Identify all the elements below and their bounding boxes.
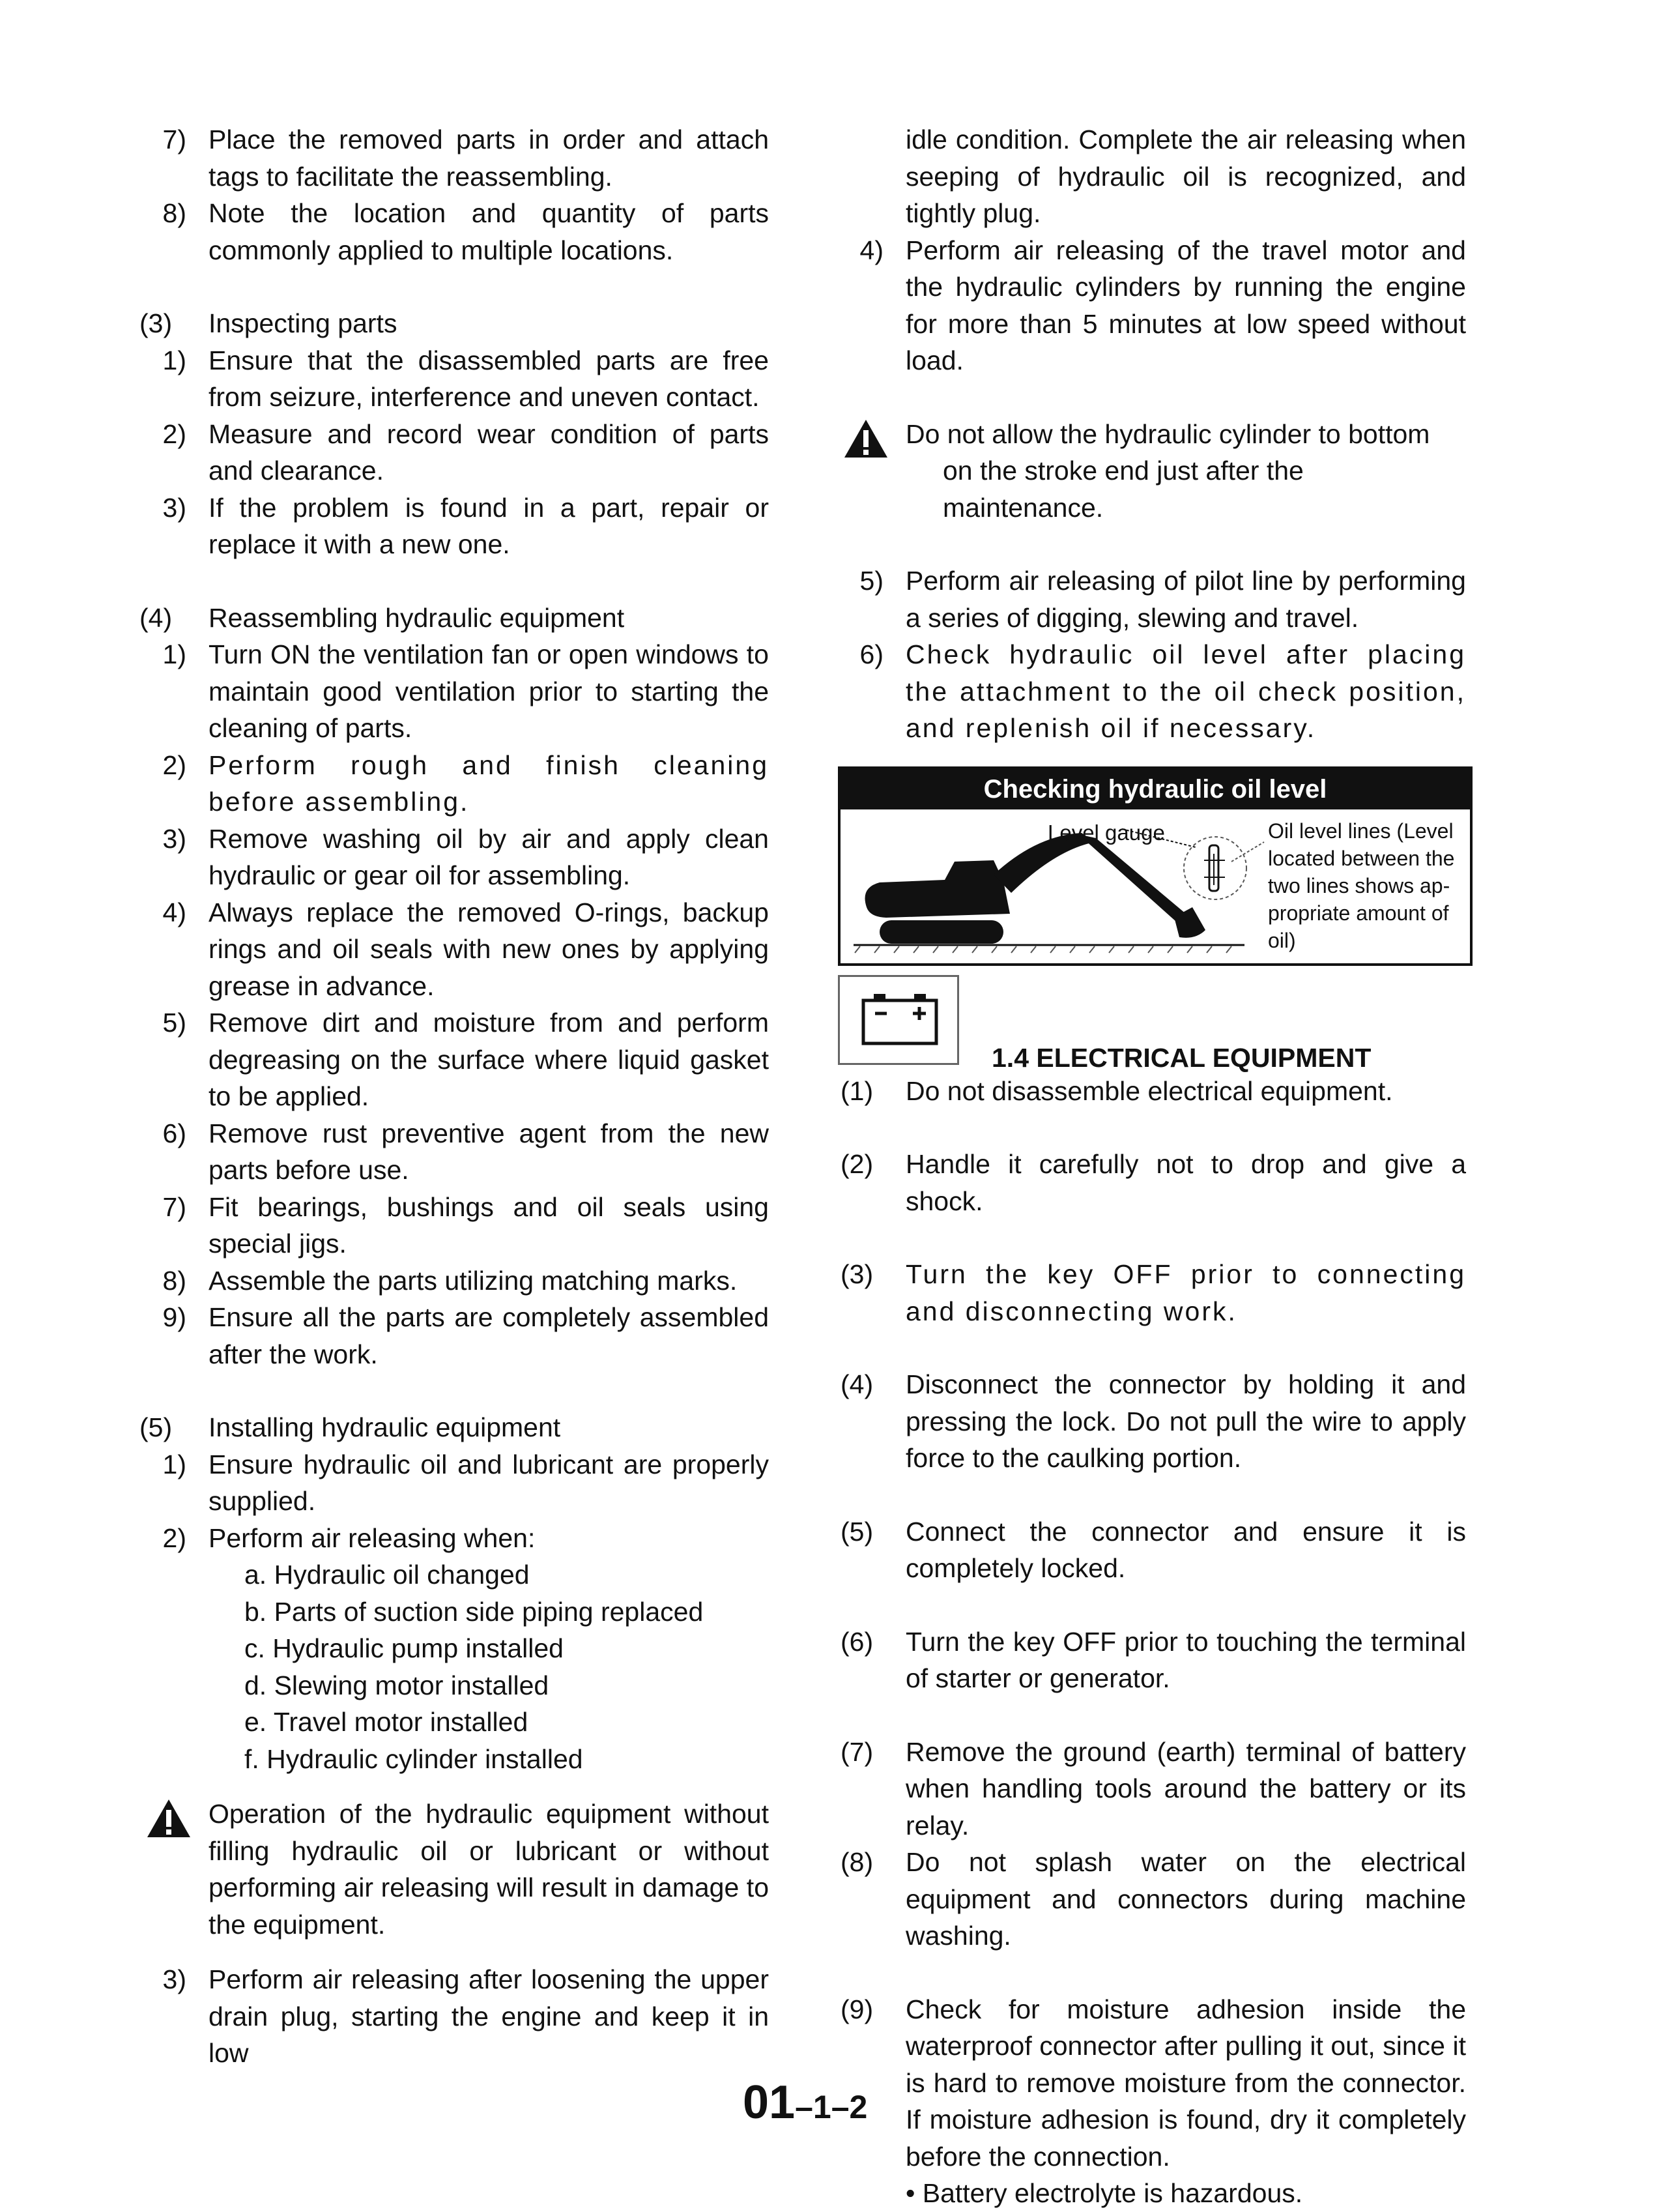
list-item: 1) Ensure that the disassembled parts are free from seizure, interference and uneven contact. [162, 345, 769, 412]
list-item: 4) Always replace the removed O-rings, backup rings and oil seals with new ones by applying grease in advance. [162, 897, 769, 1001]
list-item: (8) Do not splash water on the electrical equipment and connectors during machine washing. [841, 1847, 1466, 1951]
sub-item: e. Travel motor installed [244, 1707, 528, 1737]
continued-text: idle condition. Complete the air releasing when seeping of hydraulic oil is recognized, and tightly plug. [906, 124, 1466, 228]
right-column [841, 121, 1466, 2212]
battery-icon [838, 975, 959, 1065]
warning-note: Operation of the hydraulic equipment without filling hydraulic oil or lubricant or without performing air releasing will result in damage to the equipment. [143, 1796, 769, 1943]
list-item: 3) If the problem is found in a part, repair or replace it with a new one. [162, 492, 769, 559]
left-column [139, 121, 769, 2072]
list-item: 7) Place the removed parts in order and attach tags to facilitate the reassembling. [162, 124, 769, 192]
list-item: (7) Remove the ground (earth) terminal of battery when handling tools around the battery or its relay. [841, 1736, 1466, 1841]
page-number: 01–1–2 [743, 2076, 868, 2129]
list-item: 8) Note the location and quantity of parts commonly applied to multiple locations. [162, 198, 769, 265]
section-heading: (5) Installing hydraulic equipment [139, 1412, 561, 1442]
list-item: 2) Measure and record wear condition of parts and clearance. [162, 418, 769, 486]
section-title: 1.4 ELECTRICAL EQUIPMENT [992, 1042, 1372, 1073]
sub-item: d. Slewing motor installed [244, 1670, 549, 1700]
figure-title: Checking hydraulic oil level [841, 769, 1470, 809]
list-item: 7) Fit bearings, bushings and oil seals using special jigs. [162, 1191, 769, 1259]
list-item: 6) Remove rust preventive agent from the new parts before use. [162, 1118, 769, 1185]
list-item: 3) Remove washing oil by air and apply clean hydraulic or gear oil for assembling. [162, 823, 769, 890]
list-item: 5) Perform air releasing of pilot line by performing a series of digging, slewing and travel. [859, 566, 1466, 633]
sub-item: b. Parts of suction side piping replaced [244, 1596, 704, 1627]
list-item: 8) Assemble the parts utilizing matching marks. [162, 1265, 738, 1296]
bullet-note: • Battery electrolyte is hazardous. [906, 2178, 1303, 2208]
list-item: (9) Check for moisture adhesion inside the waterproof connector after pulling it out, since it is hard to remove moisture from the connector. If moisture adhesion is found, dry it completely before the connection. [841, 1994, 1466, 2172]
section-heading: (3) Inspecting parts [139, 308, 397, 338]
list-item: 9) Ensure all the parts are completely assembled after the work. [162, 1302, 769, 1369]
oil-level-lines-label: Oil level lines (Level located between the two lines shows ap-propriate amount of oil) [1268, 819, 1455, 952]
section-heading: (4) Reassembling hydraulic equipment [139, 602, 625, 633]
list-item: (2) Handle it carefully not to drop and give a shock. [841, 1149, 1466, 1216]
list-item: 6) Check hydraulic oil level after placing the attachment to the oil check position, and replenish oil if necessary. [859, 639, 1466, 743]
list-item: (3) Turn the key OFF prior to connecting and disconnecting work. [841, 1259, 1466, 1326]
electrical-section-header [841, 975, 1466, 1073]
list-item: (6) Turn the key OFF prior to touching the terminal of starter or generator. [841, 1626, 1466, 1693]
list-item: 1) Turn ON the ventilation fan or open windows to maintain good ventilation prior to starting the cleaning of parts. [162, 639, 769, 743]
list-item: (5) Connect the connector and ensure it is completely locked. [841, 1516, 1466, 1583]
sub-item: a. Hydraulic oil changed [244, 1560, 530, 1590]
list-item: 2) Perform rough and finish cleaning before assembling. [162, 749, 769, 817]
list-item: 5) Remove dirt and moisture from and perform degreasing on the surface where liquid gasket to be applied. [162, 1008, 769, 1111]
list-item: 3) Perform air releasing after loosening the upper drain plug, starting the engine and keep it in low [162, 1964, 769, 2068]
oil-level-figure [838, 766, 1473, 966]
list-item: 1) Ensure hydraulic oil and lubricant are properly supplied. [162, 1449, 769, 1516]
sub-item: c. Hydraulic pump installed [244, 1633, 564, 1663]
warning-icon [146, 1798, 192, 1839]
sub-item: f. Hydraulic cylinder installed [244, 1743, 583, 1774]
warning-icon [843, 418, 889, 459]
list-item: (4) Disconnect the connector by holding it and pressing the lock. Do not pull the wire to apply force to the caulking portion. [841, 1369, 1466, 1473]
level-gauge-label: Level gauge [1048, 820, 1165, 845]
list-item: 4) Perform air releasing of the travel motor and the hydraulic cylinders by running the engine for more than 5 minutes at low speed without load. [859, 235, 1466, 375]
list-item: 2) Perform air releasing when: [162, 1522, 536, 1553]
warning-note: Do not allow the hydraulic cylinder to bottom on the stroke end just after the maintenance. [841, 416, 1466, 527]
list-item: (1) Do not disassemble electrical equipment. [841, 1075, 1393, 1106]
